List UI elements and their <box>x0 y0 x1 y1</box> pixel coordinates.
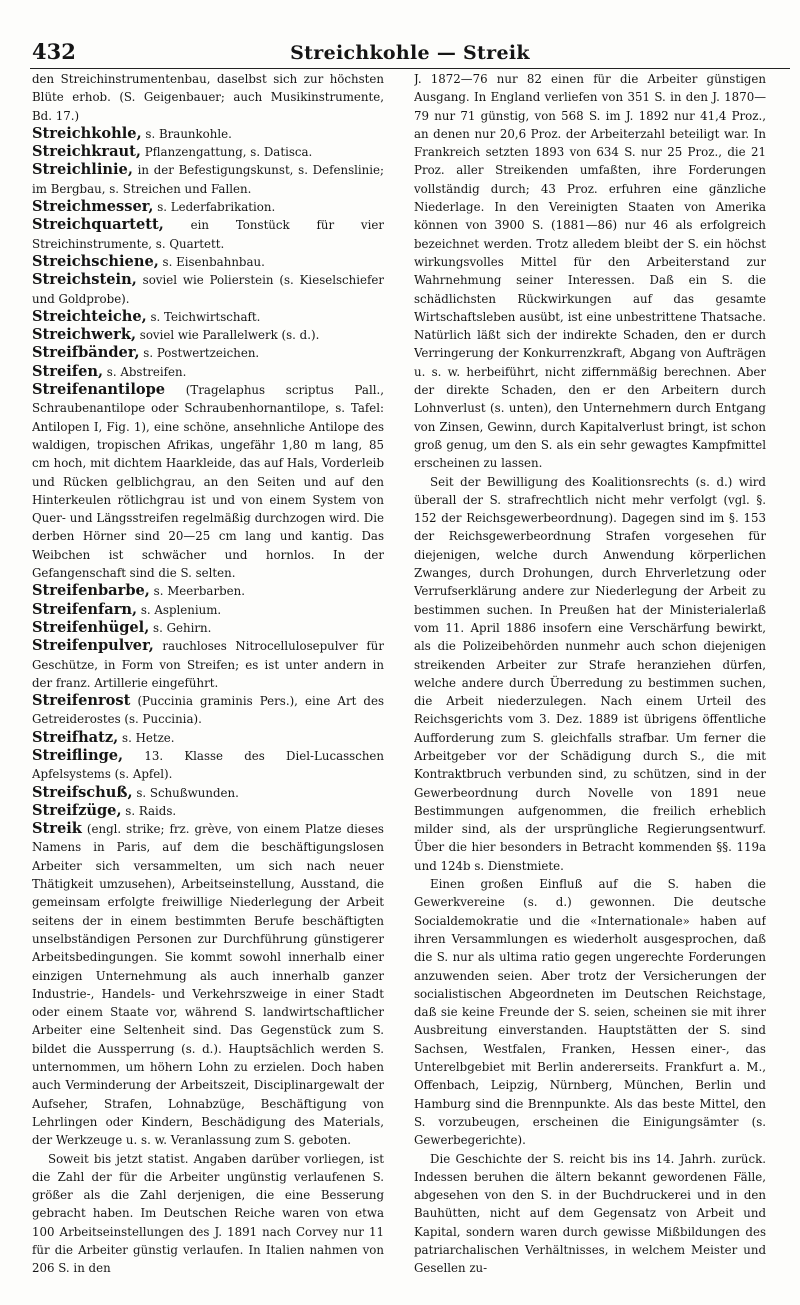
entry-text: Soweit bis jetzt statist. Angaben darüber vorliegen, ist die Zahl der für die Arbeiter ungünstig verlaufenen S. größer als die Zahl derjenigen, die eine Besserung gebracht haben. Im Deutschen Reiche waren von etwa 100 Arbeitseinstellungen des J. 1891 nach Corvey nur 11 für die Arbeiter günstig verlaufen. In Italien nahmen von 206 S. in den <box>32 1151 384 1276</box>
dictionary-entry <box>32 619 384 637</box>
entry-text: s. Abstreifen. <box>103 364 187 379</box>
dictionary-entry <box>32 601 384 619</box>
entry-headword: Streichkraut, <box>32 143 141 161</box>
dictionary-entry <box>32 692 384 729</box>
dictionary-entry <box>32 820 384 1149</box>
entry-text: s. Postwertzeichen. <box>139 346 260 361</box>
entry-text: Pflanzengattung, s. Datisca. <box>140 145 313 160</box>
entry-text: in der Befestigungskunst, s. Defenslinie; im Bergbau, s. Streichen und Fallen. <box>32 163 384 196</box>
dictionary-entry <box>32 582 384 600</box>
dictionary-entry <box>32 216 384 253</box>
dictionary-entry <box>32 308 384 326</box>
entry-headword: Streichmesser, <box>32 198 154 216</box>
entry-text: (engl. strike; frz. grève, von einem Platze dieses Namens in Paris, auf dem die beschäftigungslosen Arbeiter sich versammelten, um sich nach neuer Thätigkeit umzusehen), Arbeitseinstellung, Ausstand, die gemeinsam erfolgte freiwillige Niederlegung der Arbeit seitens der in einem bestimmten Berufe beschäftigten unselbständigen Personen zur Durchführung günstigerer Arbeitsbedingungen. Sie kommt sowohl innerhalb einer einzigen Unternehmung als auch innerhalb ganzer Industrie-, Handels- und Verkehrszweige in einer Stadt oder einem Staate vor, während S. landwirtschaftlicher Arbeiter eine Seltenheit sind. Das Gegenstück zum S. bildet die Aussperrung (s. d.). Hauptsächlich werden S. unternommen, um höhern Lohn zu erzielen. Doch haben auch Verminderung der Arbeitszeit, Disciplinargewalt der Aufseher, Strafen, Lohnabzüge, Beschäftigung von Lehrlingen oder Kindern, Beschädigung des Materials, der Werkzeuge u. s. w. Veranlassung zum S. geboten. <box>32 822 384 1148</box>
page-number: 432 <box>32 39 76 64</box>
entry-text: s. Asplenium. <box>137 602 222 617</box>
entry-text: (Tragelaphus scriptus Pall., Schraubenantilope oder Schraubenhornantilope, s. Tafel: Antilopen I, Fig. 1), eine schöne, ansehnliche Antilope des waldigen, tropischen Afrikas, ungefähr 1,80 m lang, 85 cm hoch, mit dichtem Haarkleide, das auf Hals, Vorderleib und Rücken gelblichgrau, an den Seiten und auf den Hinterkeulen rötlichgrau ist und von einem System von Quer- und Längsstreifen regelmäßig durchzogen wird. Die derben Hörner sind 20—25 cm lang und kantig. Das Weibchen ist schwächer und hornlos. In der Gefangenschaft sind die S. selten. <box>32 383 384 581</box>
dictionary-entry <box>32 729 384 747</box>
entry-text: s. Raids. <box>121 803 177 818</box>
paragraph <box>414 875 766 1149</box>
entry-text: soviel wie Polierstein (s. Kieselschiefer und Goldprobe). <box>32 273 384 306</box>
entry-text: s. Lederfabrikation. <box>153 200 276 215</box>
running-head: Streichkohle — Streik <box>290 42 530 64</box>
entry-text: ein Tonstück für vier Streichinstrumente, s. Quartett. <box>32 218 384 251</box>
left-column <box>32 70 384 1295</box>
dictionary-entry <box>32 253 384 271</box>
entry-headword: Streifenbarbe, <box>32 582 150 600</box>
entry-text: Seit der Bewilligung des Koalitionsrechts (s. d.) wird überall der S. strafrechtlich nicht mehr verfolgt (vgl. §. 152 der Reichsgewerbeordnung). Dagegen sind im §. 153 der Reichsgewerbeordnung Strafen vorgesehen für diejenigen, welche durch Anwendung körperlichen Zwanges, durch Drohungen, durch Ehrverletzung oder Verrufserklärung andere zur Niederlegung der Arbeit zu bestimmen suchen. In Preußen hat der Ministerialerlaß vom 11. April 1886 insofern eine Verschärfung bewirkt, als die Polizeibehörden nunmehr auch schon diejenigen streikenden Arbeiter zur Strafe heranziehen dürfen, welche andere durch Überredung zu bestimmen suchen, die Arbeit niederzulegen. Nach einem Urteil des Reichsgerichts vom 3. Dez. 1889 ist übrigens öffentliche Aufforderung zum S. gleichfalls strafbar. Um ferner die Arbeitgeber vor der Schädigung durch S., die mit Kontraktbruch verbunden sind, zu schützen, sind in der Gewerbeordnung durch Novelle von 1891 neue Bestimmungen aufgenommen, die freilich erheblich milder sind, als der ursprüngliche Regierungsentwurf. Über die hier besonders in Betracht kommenden §§. 119a und 124b s. Dienstmiete. <box>414 474 766 873</box>
entry-text: s. Meerbarben. <box>149 584 245 599</box>
entry-text: s. Teichwirtschaft. <box>146 309 261 324</box>
entry-text: s. Eisenbahnbau. <box>158 254 265 269</box>
dictionary-entry <box>32 143 384 161</box>
dictionary-entry <box>32 747 384 784</box>
entry-headword: Streifenhügel, <box>32 618 150 636</box>
dictionary-entry <box>32 637 384 692</box>
entry-headword: Streifbänder, <box>32 344 140 362</box>
dictionary-entry <box>32 125 384 143</box>
entry-headword: Streifhatz, <box>32 728 119 746</box>
entry-headword: Streichschiene, <box>32 252 159 270</box>
entry-headword: Streichstein, <box>32 271 137 289</box>
entry-headword: Streifenrost <box>32 692 131 710</box>
entry-headword: Streifenpulver, <box>32 637 154 655</box>
entry-headword: Streichlinie, <box>32 161 133 179</box>
entry-text: s. Hetze. <box>118 730 175 745</box>
dictionary-entry <box>32 344 384 362</box>
entry-headword: Streifschuß, <box>32 783 133 801</box>
page-header <box>30 36 790 69</box>
entry-text: den Streichinstrumentenbau, daselbst sich zur höchsten Blüte erhob. (S. Geigenbauer; auch Musikinstrumente, Bd. 17.) <box>32 72 384 123</box>
entry-text: rauchloses Nitrocellulosepulver für Geschütze, in Form von Streifen; es ist unter andern in der franz. Artillerie eingeführt. <box>32 639 384 690</box>
paragraph <box>414 473 766 876</box>
entry-headword: Streichteiche, <box>32 307 147 325</box>
entry-text: soviel wie Parallelwerk (s. d.). <box>136 328 320 343</box>
dictionary-entry <box>32 161 384 198</box>
entry-text: J. 1872—76 nur 82 einen für die Arbeiter günstigen Ausgang. In England verliefen von 351 S. in den J. 1870—79 nur 71 günstig, von 568 S. im J. 1892 nur 41,4 Proz., an denen nur 20,6 Proz. der Arbeiterzahl beteiligt war. In Frankreich setzten 1893 von 634 S. nur 25 Proz., die 21 Proz. aller Streikenden umfaßten, ihre Forderungen vollständig durch; 43 Proz. erfuhren eine gänzliche Niederlage. In den Vereinigten Staaten von Amerika können von 3900 S. (1881—86) nur 46 als erfolgreich bezeichnet werden. Trotz alledem bleibt der S. ein höchst wirkungsvolles Mittel für den Arbeiterstand zur Wahrnehmung seiner Interessen. Daß ein S. die schädlichsten Rückwirkungen auf das gesamte Wirtschaftsleben ausübt, ist eine unbestrittene Thatsache. Natürlich läßt sich der indirekte Schaden, den er durch Verringerung der Konkurrenzkraft, Abgang von Aufträgen u. s. w. herbeiführt, nicht ziffernmäßig berechnen. Aber der direkte Schaden, den er den Arbeitern durch Lohnverlust (s. unten), den Unternehmern durch Entgang von Zinsen, Gewinn, durch Kapitalverlust bringt, ist schon groß genug, um den S. als ein sehr gewagtes Kampfmittel erscheinen zu lassen. <box>414 72 766 471</box>
entry-text: s. Schußwunden. <box>132 785 239 800</box>
entry-headword: Streifzüge, <box>32 801 122 819</box>
dictionary-entry <box>32 326 384 344</box>
dictionary-entry <box>32 271 384 308</box>
entry-headword: Streiflinge, <box>32 746 124 764</box>
paragraph <box>414 1150 766 1278</box>
paragraph <box>414 70 766 473</box>
entry-text: Die Geschichte der S. reicht bis ins 14. Jahrh. zurück. Indessen beruhen die ältern bekannt gewordenen Fälle, abgesehen von den S. in der Buchdruckerei und in den Bauhütten, nicht auf dem Gegensatz von Arbeit und Kapital, sondern waren durch gewisse Mißbildungen des patriarchalischen Verhältnisses, in welchem Meister und Gesellen zu- <box>414 1151 766 1276</box>
entry-headword: Streifenfarn, <box>32 600 138 618</box>
dictionary-entry <box>32 784 384 802</box>
dictionary-entry <box>32 802 384 820</box>
entry-headword: Streichkohle, <box>32 124 142 142</box>
entry-headword: Streichwerk, <box>32 326 137 344</box>
entry-text: s. Gehirn. <box>149 620 212 635</box>
right-column <box>414 70 766 1295</box>
entry-headword: Streifenantilope <box>32 381 166 399</box>
paragraph <box>32 1150 384 1278</box>
entry-text: (Puccinia graminis Pers.), eine Art des Getreiderostes (s. Puccinia). <box>32 694 384 727</box>
entry-headword: Streichquartett, <box>32 216 164 234</box>
entry-headword: Streifen, <box>32 362 104 380</box>
entry-text: s. Braunkohle. <box>141 126 232 141</box>
entry-text: 13. Klasse des Diel-Lucasschen Apfelsystems (s. Apfel). <box>32 748 384 782</box>
entry-text: Einen großen Einfluß auf die S. haben die Gewerkvereine (s. d.) gewonnen. Die deutsche Socialdemokratie und die «Internationale» haben auf ihren Versammlungen es wiederholt ausgesprochen, daß die S. nur als ultima ratio gegen ungerechte Forderungen anzuwenden seien. Aber trotz der Versicherungen der socialistischen Abgeordneten im Deutschen Reichstage, daß sie keine Freunde der S. seien, scheinen sie mit ihrer Ausbreitung einverstanden. Hauptstätten der S. sind Sachsen, Westfalen, Franken, Hessen einer-, das Unterelbgebiet mit Berlin andererseits. Frankfurt a. M., Offenbach, Leipzig, Nürnberg, München, Berlin und Hamburg sind die Brennpunkte. Als das beste Mittel, den S. vorzubeugen, erscheinen die Einigungsämter (s. Gewerbegerichte). <box>414 877 766 1148</box>
entry-headword: Streik <box>32 820 82 838</box>
dictionary-entry <box>32 381 384 582</box>
dictionary-entry <box>32 198 384 216</box>
dictionary-entry <box>32 363 384 381</box>
paragraph <box>32 70 384 125</box>
